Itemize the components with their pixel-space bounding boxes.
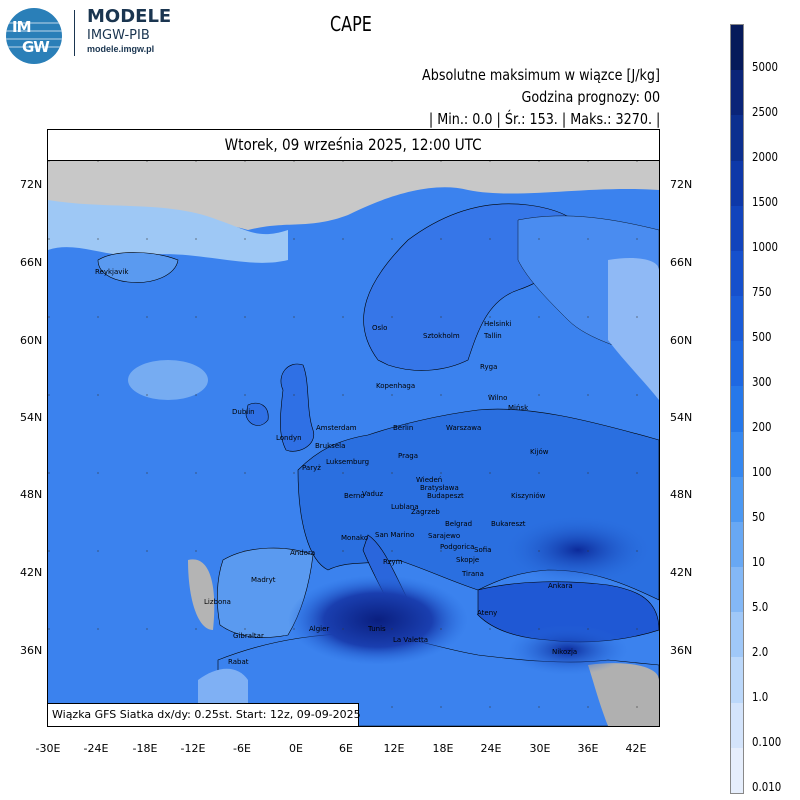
- colorbar-label: 2500: [752, 105, 778, 119]
- colorbar-label: 750: [752, 285, 772, 299]
- colorbar-segment: [731, 567, 743, 613]
- colorbar-segment: [731, 341, 743, 387]
- lat-label-right: 48N: [670, 488, 693, 501]
- forecast-date: Wtorek, 09 września 2025, 12:00 UTC: [224, 135, 482, 154]
- lon-label: -18E: [132, 742, 158, 755]
- colorbar-label: 2000: [752, 150, 778, 164]
- city-label: Ryga: [480, 363, 498, 371]
- page-title: CAPE: [330, 12, 372, 36]
- lon-label: 0E: [289, 742, 303, 755]
- lon-label: 12E: [383, 742, 405, 755]
- colorbar-segment: [731, 477, 743, 523]
- city-label: Belgrad: [445, 520, 473, 528]
- city-label: Ateny: [477, 609, 498, 617]
- brand-subtitle: IMGW-PIB: [87, 28, 150, 43]
- city-label: Kijów: [530, 448, 549, 456]
- lat-label-right: 54N: [670, 411, 693, 424]
- lon-label: 6E: [339, 742, 353, 755]
- city-label: Podgorica: [440, 543, 475, 551]
- city-label: Rabat: [228, 658, 249, 666]
- lat-label-left: 54N: [20, 411, 43, 424]
- brand-separator: [74, 10, 75, 56]
- colorbar-segment: [731, 657, 743, 703]
- city-label: Rzym: [383, 558, 403, 566]
- city-label: Sztokholm: [423, 332, 460, 340]
- city-label: Wiedeń: [416, 476, 443, 484]
- city-label: Nikozja: [552, 648, 578, 656]
- lon-label: 18E: [432, 742, 454, 755]
- logo-top-text: IM: [12, 18, 31, 36]
- city-label: Zagrzeb: [411, 508, 440, 516]
- colorbar-label: 300: [752, 375, 772, 389]
- city-label: Bratysława: [420, 484, 459, 492]
- colorbar-segment: [731, 296, 743, 342]
- colorbar-segment: [731, 25, 743, 71]
- city-label: Amsterdam: [316, 424, 357, 432]
- lat-label-right: 72N: [670, 178, 693, 191]
- forecast-date-bar: [48, 130, 659, 161]
- colorbar-segment: [731, 206, 743, 252]
- city-label: Monako: [341, 534, 369, 542]
- city-label: Vaduz: [362, 490, 384, 498]
- colorbar-label: 1.0: [752, 690, 769, 704]
- lat-label-right: 36N: [670, 644, 693, 657]
- city-label: Kiszyniów: [511, 492, 546, 500]
- colorbar-segment: [731, 386, 743, 432]
- city-label: Dublin: [232, 408, 255, 416]
- city-label: Berlin: [393, 424, 414, 432]
- colorbar-segment: [731, 748, 743, 794]
- lat-label-left: 36N: [20, 644, 43, 657]
- city-label: La Valetta: [393, 636, 428, 644]
- city-label: Reykjavik: [95, 268, 129, 276]
- city-label: Bruksela: [315, 442, 346, 450]
- city-label: Warszawa: [446, 424, 482, 432]
- colorbar-segment: [731, 432, 743, 478]
- colorbar-segment: [731, 115, 743, 161]
- colorbar-label: 1500: [752, 195, 778, 209]
- colorbar-label: 200: [752, 420, 772, 434]
- lat-label-left: 60N: [20, 334, 43, 347]
- city-label: Algier: [309, 625, 330, 633]
- city-label: San Marino: [375, 531, 415, 539]
- colorbar-label: 10: [752, 555, 765, 569]
- city-label: Helsinki: [484, 320, 512, 328]
- colorbar-label: 1000: [752, 240, 778, 254]
- colorbar-segment: [731, 70, 743, 116]
- colorbar-label: 50: [752, 510, 765, 524]
- city-label: Andora: [290, 549, 316, 557]
- city-label: Gibraltar: [233, 632, 264, 640]
- brand-title: MODELE: [87, 6, 172, 27]
- lat-label-right: 42N: [670, 566, 693, 579]
- info-line-1: Absolutne maksimum w wiązce [J/kg]: [422, 66, 660, 84]
- colorbar-label: 5.0: [752, 600, 769, 614]
- city-label: Madryt: [251, 576, 276, 584]
- city-label: Lublana: [391, 503, 419, 511]
- lon-label: 30E: [529, 742, 551, 755]
- lon-label: -24E: [83, 742, 109, 755]
- colorbar: [730, 24, 744, 794]
- lat-label-right: 66N: [670, 256, 693, 269]
- colorbar-segment: [731, 522, 743, 568]
- brand-url[interactable]: modele.imgw.pl: [87, 44, 155, 54]
- colorbar-label: 100: [752, 465, 772, 479]
- model-info-footer: Wiązka GFS Siatka dx/dy: 0.25st. Start: 12z, 09-09-2025: [47, 703, 359, 727]
- city-label: Bukareszt: [491, 520, 526, 528]
- imgw-logo: [6, 8, 62, 64]
- lon-label: -30E: [35, 742, 61, 755]
- colorbar-segment: [731, 612, 743, 658]
- city-label: Paryż: [302, 464, 321, 472]
- lon-label: 42E: [625, 742, 647, 755]
- city-label: Skopje: [456, 556, 480, 564]
- city-label: Mińsk: [508, 404, 529, 412]
- lat-label-left: 42N: [20, 566, 43, 579]
- city-label: Londyn: [276, 434, 302, 442]
- colorbar-label: 0.010: [752, 780, 782, 794]
- lat-label-left: 72N: [20, 178, 43, 191]
- colorbar-label: 2.0: [752, 645, 769, 659]
- city-label: Tallin: [484, 332, 502, 340]
- lon-label: 24E: [480, 742, 502, 755]
- city-label: Sarajewo: [428, 532, 461, 540]
- lon-label: -6E: [233, 742, 251, 755]
- city-label: Berno: [344, 492, 365, 500]
- city-label: Kopenhaga: [376, 382, 416, 390]
- lat-label-right: 60N: [670, 334, 693, 347]
- lat-label-left: 48N: [20, 488, 43, 501]
- city-label: Praga: [398, 452, 418, 460]
- colorbar-segment: [731, 703, 743, 749]
- info-line-2: Godzina prognozy: 00: [521, 88, 660, 106]
- city-label: Oslo: [372, 324, 388, 332]
- colorbar-segment: [731, 251, 743, 297]
- logo-bottom-text: GW: [22, 38, 49, 56]
- city-label: Sofia: [474, 546, 492, 554]
- city-label: Luksemburg: [326, 458, 370, 466]
- city-label: Tirana: [462, 570, 484, 578]
- city-label: Ankara: [548, 582, 573, 590]
- colorbar-label: 5000: [752, 60, 778, 74]
- city-label: Budapeszt: [427, 492, 464, 500]
- info-line-3: | Min.: 0.0 | Śr.: 153. | Maks.: 3270. |: [428, 110, 660, 128]
- colorbar-label: 500: [752, 330, 772, 344]
- colorbar-label: 0.100: [752, 735, 782, 749]
- city-label: Tunis: [368, 625, 386, 633]
- lon-label: -12E: [180, 742, 206, 755]
- lat-label-left: 66N: [20, 256, 43, 269]
- lon-label: 36E: [577, 742, 599, 755]
- colorbar-segment: [731, 161, 743, 207]
- city-label: Wilno: [488, 394, 508, 402]
- city-label: Lizbona: [204, 598, 231, 606]
